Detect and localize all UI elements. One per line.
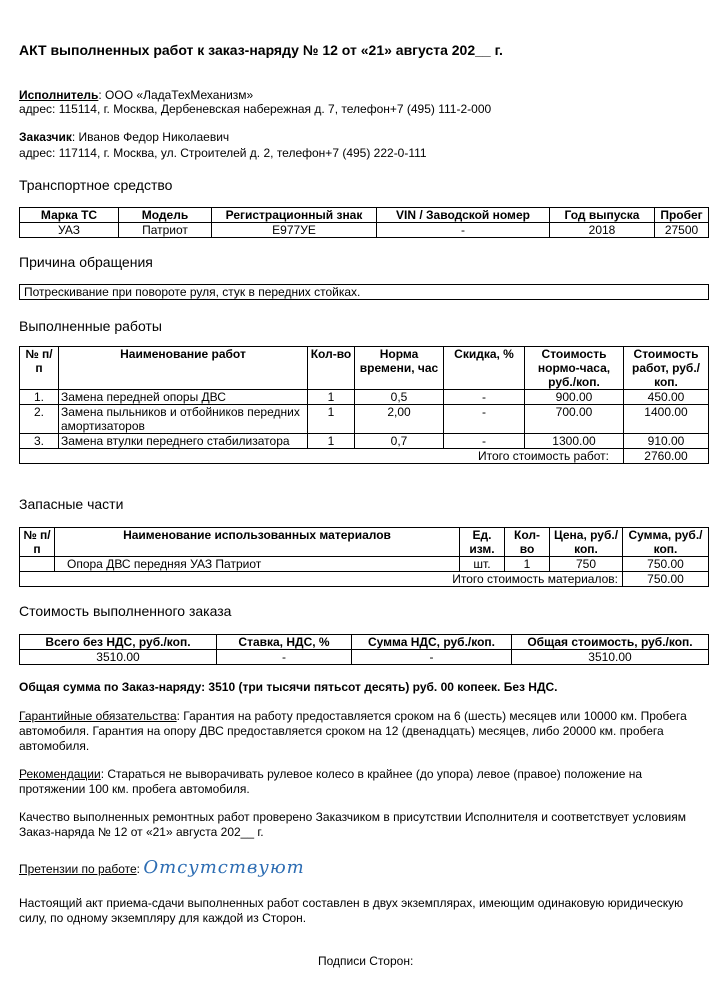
works-header-cell: Кол-во — [308, 347, 355, 390]
grand-total: Общая сумма по Заказ-наряду: 3510 (три тысячи пятьсот десять) руб. 00 копеек. Без НДС. — [19, 680, 558, 694]
works-table — [19, 346, 709, 464]
executor-line — [19, 88, 253, 103]
table-row — [20, 223, 709, 238]
works-heading: Выполненные работы — [19, 318, 162, 334]
table-row — [20, 405, 709, 434]
recommendations-paragraph — [19, 767, 709, 797]
work-hours: 0,5 — [355, 390, 444, 405]
part-sum: 750.00 — [623, 557, 709, 572]
vehicle-table — [19, 207, 709, 238]
works-header-cell: Стоимость нормо-часа, руб./коп. — [525, 347, 624, 390]
warranty-paragraph — [19, 709, 709, 754]
work-number: 3. — [20, 434, 59, 449]
summary-without-vat: 3510.00 — [20, 650, 217, 665]
recommendations-label: Рекомендации — [19, 767, 101, 781]
summary-header-cell: Общая стоимость, руб./коп. — [512, 635, 709, 650]
summary-header-cell: Сумма НДС, руб./коп. — [352, 635, 512, 650]
quality-paragraph: Качество выполненных ремонтных работ проверено Заказчиком в присутствии Исполнителя и соответствует условиям Заказ-наряда № 12 от «21» августа 202__ г. — [19, 810, 686, 839]
summary-total: 3510.00 — [512, 650, 709, 665]
claims-line — [19, 857, 305, 880]
work-name: Замена передней опоры ДВС — [59, 390, 308, 405]
executor-address: адрес: 115114, г. Москва, Дербеневская набережная д. 7, телефон+7 (495) 111-2-000 — [19, 102, 492, 116]
parts-header-row — [20, 528, 709, 557]
work-number: 2. — [20, 405, 59, 434]
work-rate: 900.00 — [525, 390, 624, 405]
parts-header-cell: Сумма, руб./коп. — [623, 528, 709, 557]
recommendations-text: : Стараться не выворачивать рулевое колесо в крайнее (до упора) левое (правое) положение на протяжении 100 км. пробега автомобиля. — [19, 767, 643, 796]
customer-address: адрес: 117114, г. Москва, ул. Строителей д. 2, телефон+7 (495) 222-0-111 — [19, 146, 427, 160]
work-qty: 1 — [308, 405, 355, 434]
vehicle-header-row — [20, 208, 709, 223]
works-total-value: 2760.00 — [624, 449, 709, 464]
parts-header-cell: Цена, руб./коп. — [550, 528, 623, 557]
table-row — [20, 557, 709, 572]
vehicle-mileage: 27500 — [655, 223, 709, 238]
reason-text: Потрескивание при повороте руля, стук в передних стойках. — [20, 285, 709, 300]
parts-total-value: 750.00 — [623, 572, 709, 587]
vehicle-plate: Е977УЕ — [212, 223, 377, 238]
works-total-row — [20, 449, 709, 464]
claims-colon: : — [136, 862, 140, 876]
copies-paragraph: Настоящий акт приема-сдачи выполненных работ составлен в двух экземплярах, имеющим одинаковую юридическую силу, по одному экземпляру для каждой из Сторон. — [19, 896, 684, 925]
works-header-cell: Стоимость работ, руб./коп. — [624, 347, 709, 390]
parts-header-cell: Ед. изм. — [460, 528, 505, 557]
table-row — [20, 285, 709, 300]
reason-heading: Причина обращения — [19, 254, 153, 270]
works-header-row — [20, 347, 709, 390]
table-row — [20, 650, 709, 665]
vehicle-model: Патриот — [119, 223, 212, 238]
customer-line — [19, 130, 229, 145]
summary-header-cell: Всего без НДС, руб./коп. — [20, 635, 217, 650]
work-qty: 1 — [308, 434, 355, 449]
summary-header-cell: Ставка, НДС, % — [217, 635, 352, 650]
parts-header-cell: Наименование использованных материалов — [55, 528, 460, 557]
work-qty: 1 — [308, 390, 355, 405]
vehicle-header-cell: VIN / Заводской номер — [377, 208, 550, 223]
summary-heading: Стоимость выполненного заказа — [19, 603, 232, 619]
vehicle-header-cell: Пробег — [655, 208, 709, 223]
parts-total-label: Итого стоимость материалов: — [20, 572, 623, 587]
summary-vat-sum: - — [352, 650, 512, 665]
customer-name: : Иванов Федор Николаевич — [71, 130, 230, 144]
parts-table — [19, 527, 709, 587]
vehicle-year: 2018 — [550, 223, 655, 238]
summary-vat-rate: - — [217, 650, 352, 665]
parts-total-row — [20, 572, 709, 587]
executor-label: Исполнитель — [19, 88, 99, 102]
works-total-label: Итого стоимость работ: — [20, 449, 624, 464]
works-header-cell: Норма времени, час — [355, 347, 444, 390]
work-rate: 700.00 — [525, 405, 624, 434]
parts-header-cell: № п/п — [20, 528, 55, 557]
warranty-text: : Гарантия на работу предоставляется сроком на 6 (шесть) месяцев или 10000 км. Пробега автомобиля. Гарантия на опору ДВС предоставляется сроком на 12 (двенадцать) месяцев, либо 20000 км. пробега автомобиля. — [19, 709, 687, 753]
work-name: Замена втулки переднего стабилизатора — [59, 434, 308, 449]
claims-label: Претензии по работе — [19, 862, 137, 876]
work-discount: - — [444, 434, 525, 449]
table-row — [20, 434, 709, 449]
work-cost: 1400.00 — [624, 405, 709, 434]
part-qty: 1 — [505, 557, 550, 572]
work-hours: 2,00 — [355, 405, 444, 434]
customer-label: Заказчик — [19, 130, 72, 144]
part-unit: шт. — [460, 557, 505, 572]
parts-header-cell: Кол-во — [505, 528, 550, 557]
work-cost: 450.00 — [624, 390, 709, 405]
part-price: 750 — [550, 557, 623, 572]
vehicle-header-cell: Регистрационный знак — [212, 208, 377, 223]
work-name: Замена пыльников и отбойников передних амортизаторов — [59, 405, 308, 434]
vehicle-vin: - — [377, 223, 550, 238]
works-header-cell: № п/п — [20, 347, 59, 390]
work-rate: 1300.00 — [525, 434, 624, 449]
work-cost: 910.00 — [624, 434, 709, 449]
executor-name: : ООО «ЛадаТехМеханизм» — [98, 88, 254, 102]
vehicle-header-cell: Марка ТС — [20, 208, 119, 223]
vehicle-make: УАЗ — [20, 223, 119, 238]
vehicle-header-cell: Год выпуска — [550, 208, 655, 223]
summary-header-row — [20, 635, 709, 650]
part-name: Опора ДВС передняя УАЗ Патриот — [55, 557, 460, 572]
vehicle-heading: Транспортное средство — [19, 177, 173, 193]
document-title: АКТ выполненных работ к заказ-наряду № 12 от «21» августа 202__ г. — [19, 42, 503, 58]
works-header-cell: Скидка, % — [444, 347, 525, 390]
signatures-label: Подписи Сторон: — [318, 954, 414, 968]
summary-table — [19, 634, 709, 665]
work-discount: - — [444, 405, 525, 434]
parts-heading: Запасные части — [19, 496, 124, 512]
work-hours: 0,7 — [355, 434, 444, 449]
claims-handwritten: Отсутствуют — [143, 857, 305, 878]
warranty-label: Гарантийные обязательства — [19, 709, 177, 723]
vehicle-header-cell: Модель — [119, 208, 212, 223]
work-discount: - — [444, 390, 525, 405]
reason-table — [19, 284, 709, 300]
works-header-cell: Наименование работ — [59, 347, 308, 390]
part-number — [20, 557, 55, 572]
table-row — [20, 390, 709, 405]
work-number: 1. — [20, 390, 59, 405]
